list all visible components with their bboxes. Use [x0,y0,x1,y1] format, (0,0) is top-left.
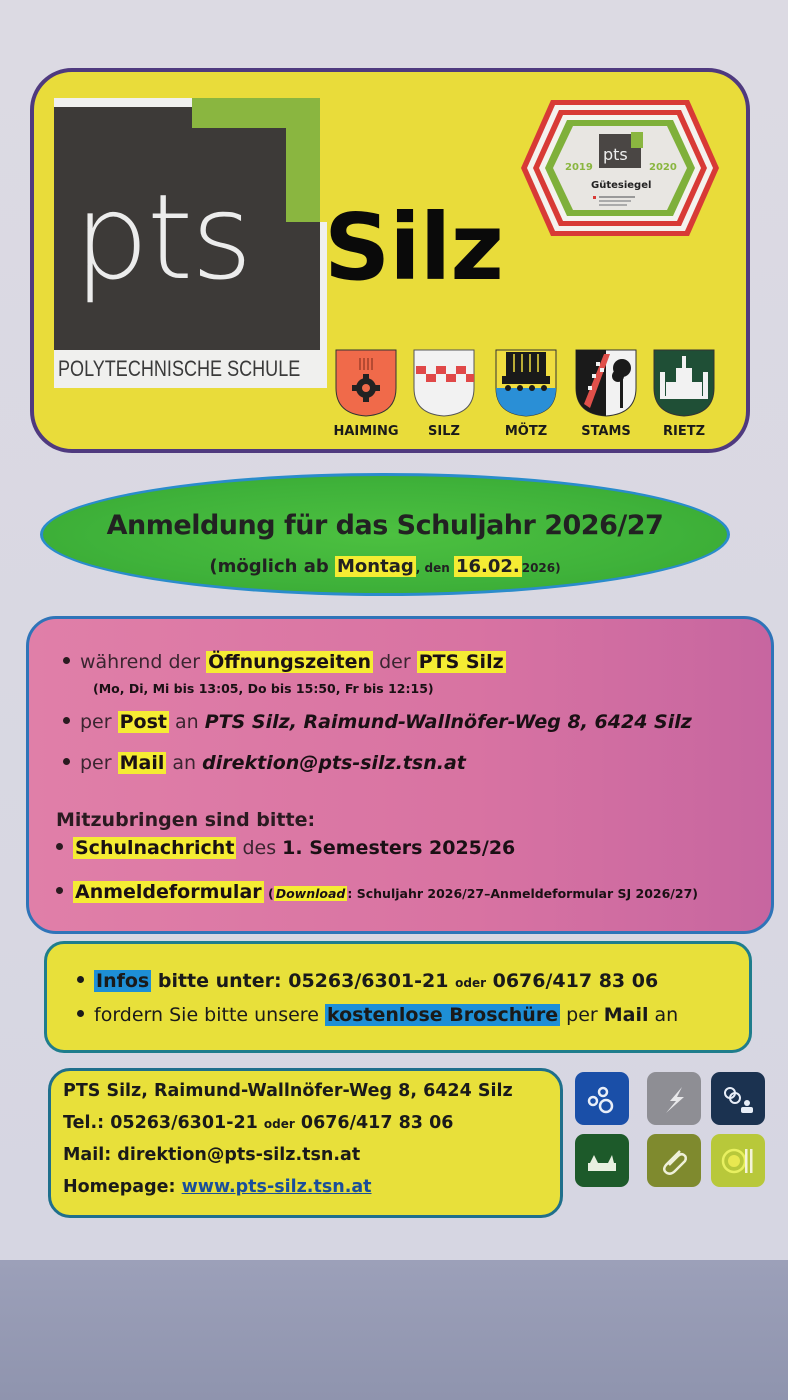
text: 0676/417 83 06 [294,1113,454,1133]
contact-box [48,1068,563,1218]
highlight-date: 16.02. [455,556,520,577]
postal-address: PTS Silz, Raimund-Wallnöfer-Weg 8, 6424 Silz [204,711,692,733]
crest-label: RIETZ [662,424,706,439]
highlight-form: Anmeldeformular [75,881,262,903]
logo-subtitle: POLYTECHNISCHE SCHULE [58,356,301,381]
svg-text:pts: pts [603,145,628,164]
text: oder [455,976,486,990]
text: des [236,837,283,859]
bullet-icon [56,843,63,850]
contact-mail[interactable]: Mail: direktion@pts-silz.tsn.at [63,1145,361,1165]
text: Mail [603,1004,649,1026]
text: per [560,1004,604,1026]
subject-icons [575,1072,770,1192]
option-opening-hours [63,651,506,673]
highlight-opening-hours: Öffnungszeiten [208,651,372,673]
crest-label: HAIMING [333,424,399,439]
registration-subtitle [43,556,727,577]
highlight-report: Schulnachricht [75,837,235,859]
crest-label: STAMS [581,424,631,439]
phone-2: 0676/417 83 06 [486,970,659,992]
woodwork-icon [575,1134,629,1187]
highlight-brochure: kostenlose Broschüre [326,1004,559,1026]
text: Tel.: 05263/6301-21 [63,1113,264,1133]
bullet-icon [63,758,70,765]
info-phone-row [77,970,658,992]
text: während der [80,651,207,673]
opening-hours: (Mo, Di, Mi bis 13:05, Do bis 15:50, Fr bis 12:15) [93,681,434,696]
stams-crest-icon [574,348,638,418]
text: ( [263,886,274,901]
pts-logo [54,98,320,388]
crest-stams [572,348,640,439]
registration-banner [40,473,730,596]
text: der [373,651,417,673]
text: an [168,711,205,733]
highlight-day: Montag [337,556,414,577]
gears-icon [575,1072,629,1125]
contact-homepage [63,1177,372,1197]
contact-address: PTS Silz, Raimund-Wallnöfer-Weg 8, 6424 Silz [63,1081,513,1101]
text: oder [263,1117,295,1131]
bring-report [56,837,515,859]
bullet-icon [77,1010,84,1017]
cutlery-icon [711,1134,765,1187]
bullet-icon [63,717,70,724]
crest-label: MÖTZ [504,424,548,439]
download-description: : Schuljahr 2026/27–Anmeldeformular SJ 2026/27) [347,886,698,901]
info-brochure-row [77,1004,678,1026]
people-icon [711,1072,765,1125]
sub-mid: , den [415,561,454,575]
crest-label: SILZ [428,424,460,439]
option-mail [63,752,466,774]
moetz-crest-icon [494,348,558,418]
rietz-crest-icon [652,348,716,418]
svg-text:Gütesiegel: Gütesiegel [591,180,652,191]
registration-options-box [26,616,774,934]
highlight-post: Post [119,711,167,733]
semester: 1. Semesters 2025/26 [282,837,516,859]
bullet-icon [56,887,63,894]
bullet-icon [77,976,84,983]
bullet-icon [63,657,70,664]
lightning-icon [647,1072,701,1125]
svg-text:2020: 2020 [649,162,677,173]
paperclip-icon [647,1134,701,1187]
school-name: Silz [324,194,503,301]
info-box [44,941,752,1053]
highlight-infos: Infos [96,970,150,992]
header-card [30,68,750,453]
crest-moetz [492,348,560,439]
logo-white-bar [54,98,192,107]
logo-text: pts [74,168,251,306]
haiming-crest-icon [334,348,398,418]
download-link[interactable]: Download [275,886,346,901]
text: per [80,752,118,774]
homepage-link[interactable]: www.pts-silz.tsn.at [181,1177,372,1197]
bring-form [56,881,698,903]
option-post [63,711,692,733]
logo-green-corner-side [286,98,320,222]
text: Homepage: [63,1177,182,1197]
silz-crest-icon [412,348,476,418]
crest-silz [410,348,478,439]
sub-prefix: (möglich ab [209,556,336,577]
registration-title: Anmeldung für das Schuljahr 2026/27 [106,510,664,541]
text: fordern Sie bitte unsere [94,1004,325,1026]
crest-rietz [650,348,718,439]
phone-1: bitte unter: 05263/6301-21 [151,970,456,992]
bring-title: Mitzubringen sind bitte: [56,809,316,831]
highlight-mail: Mail [119,752,165,774]
municipality-crests [332,348,722,448]
contact-phone [63,1113,453,1133]
quality-seal [521,98,719,238]
email-link[interactable]: direktion@pts-silz.tsn.at [202,752,466,774]
text: an [648,1004,679,1026]
sub-year: 2026) [521,561,561,575]
seal-hexagon-icon [521,98,719,238]
text: per [80,711,118,733]
text: an [166,752,203,774]
crest-haiming [332,348,400,439]
highlight-pts-silz: PTS Silz [418,651,504,673]
svg-text:2019: 2019 [565,162,593,173]
